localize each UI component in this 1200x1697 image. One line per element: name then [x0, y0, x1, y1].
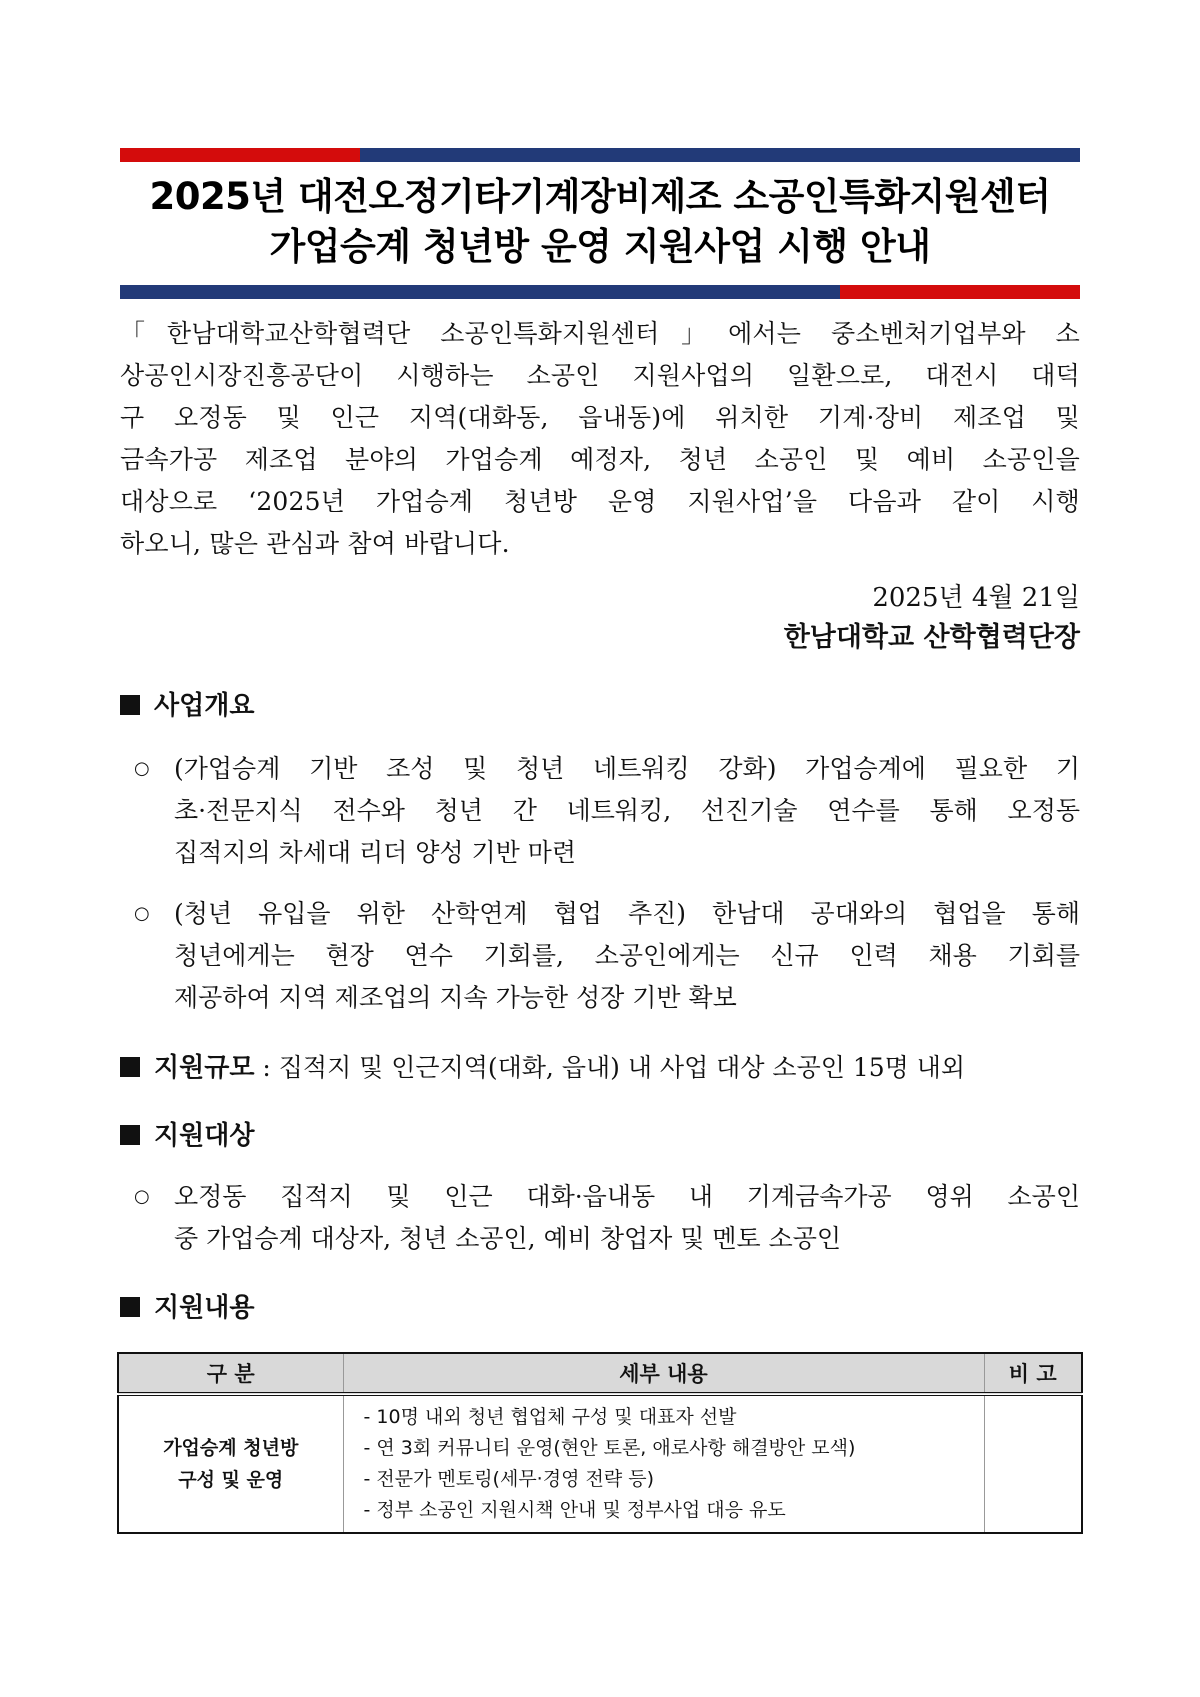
table-header-row [118, 1353, 1082, 1394]
top-bar-navy-segment [360, 148, 1080, 162]
top-bar-red-segment [120, 148, 360, 162]
document-title [120, 172, 1080, 272]
table-row [118, 1394, 1082, 1533]
bullet-line: 청년에게는 현장 연수 기회를, 소공인에게는 신규 인력 채용 기회를 [174, 941, 1080, 970]
square-bullet-icon [120, 695, 140, 715]
title-line-1: 2025년 대전오정기타기계장비제조 소공인특화지원센터 [149, 175, 1051, 218]
detail-item: - 연 3회 커뮤니티 운영(현안 토론, 애로사항 해결방안 모색) [363, 1437, 856, 1459]
intro-line: 구 오정동 및 인근 지역(대화동, 읍내동)에 위치한 기계·장비 제조업 및 [120, 403, 1080, 432]
square-bullet-icon [120, 1125, 140, 1145]
category-line: 구성 및 운영 [178, 1469, 284, 1491]
circle-bullet-icon: ○ [134, 903, 150, 924]
intro-line: 금속가공 제조업 분야의 가업승계 예정자, 청년 소공인 및 예비 소공인을 [120, 445, 1080, 474]
detail-item: - 전문가 멘토링(세무·경영 전략 등) [363, 1468, 654, 1490]
issue-date: 2025년 4월 21일 [872, 583, 1080, 613]
header-details: 세부 내용 [343, 1353, 984, 1394]
title-line-2: 가업승계 청년방 운영 지원사업 시행 안내 [269, 225, 931, 268]
bottom-bar-navy-segment [120, 285, 840, 299]
support-content-table [117, 1352, 1083, 1534]
header-note: 비 고 [984, 1353, 1082, 1394]
bullet-line: 중 가업승계 대상자, 청년 소공인, 예비 창업자 및 멘토 소공인 [174, 1224, 842, 1253]
row-category [118, 1394, 343, 1533]
category-line: 가업승계 청년방 [163, 1437, 299, 1459]
circle-bullet-icon: ○ [134, 758, 150, 779]
header-category: 구 분 [118, 1353, 343, 1394]
support-scale-text: : 집적지 및 인근지역(대화, 읍내) 내 사업 대상 소공인 15명 내외 [254, 1053, 966, 1082]
bullet-line: 제공하여 지역 제조업의 지속 가능한 성장 기반 확보 [174, 983, 737, 1012]
intro-line: 「한남대학교산학협력단 소공인특화지원센터」에서는 중소벤처기업부와 소 [120, 319, 1080, 348]
detail-item: - 정부 소공인 지원시책 안내 및 정부사업 대응 유도 [363, 1499, 786, 1521]
intro-line: 상공인시장진흥공단이 시행하는 소공인 지원사업의 일환으로, 대전시 대덕 [120, 361, 1080, 390]
row-note [984, 1394, 1082, 1533]
square-bullet-icon [120, 1297, 140, 1317]
title-top-bar [120, 148, 1080, 162]
bullet-line: 초·전문지식 전수와 청년 간 네트워킹, 선진기술 연수를 통해 오정동 [174, 796, 1080, 825]
section-heading-label: 지원대상 [154, 1121, 255, 1151]
issuing-organization: 한남대학교 산학협력단장 [783, 622, 1080, 653]
section-heading-label: 지원규모 [154, 1053, 255, 1083]
bullet-line: (청년 유입을 위한 산학연계 협업 추진) 한남대 공대와의 협업을 통해 [174, 899, 1080, 928]
section-overview-heading [120, 688, 254, 724]
section-heading-label: 사업개요 [154, 691, 255, 721]
bullet-line: (가업승계 기반 조성 및 청년 네트워킹 강화) 가업승계에 필요한 기 [174, 754, 1080, 783]
intro-paragraph [120, 313, 1080, 565]
overview-bullet-2 [134, 893, 1080, 1019]
circle-bullet-icon: ○ [134, 1186, 150, 1207]
section-heading-label: 지원내용 [154, 1293, 255, 1323]
section-content-heading [120, 1290, 254, 1326]
overview-bullet-1 [134, 748, 1080, 874]
title-bottom-bar [120, 285, 1080, 299]
detail-item: - 10명 내외 청년 협업체 구성 및 대표자 선발 [363, 1406, 737, 1428]
intro-line: 하오니, 많은 관심과 참여 바랍니다. [120, 529, 510, 558]
row-details [343, 1394, 984, 1533]
section-target-heading [120, 1118, 254, 1154]
intro-line: 대상으로 ‘2025년 가업승계 청년방 운영 지원사업’을 다음과 같이 시행 [120, 487, 1080, 516]
bullet-line: 오정동 집적지 및 인근 대화·읍내동 내 기계금속가공 영위 소공인 [174, 1182, 1080, 1211]
section-scale-heading [120, 1050, 965, 1086]
target-bullet-1 [134, 1176, 1080, 1260]
bullet-line: 집적지의 차세대 리더 양성 기반 마련 [174, 838, 576, 867]
square-bullet-icon [120, 1057, 140, 1077]
bottom-bar-red-segment [840, 285, 1080, 299]
